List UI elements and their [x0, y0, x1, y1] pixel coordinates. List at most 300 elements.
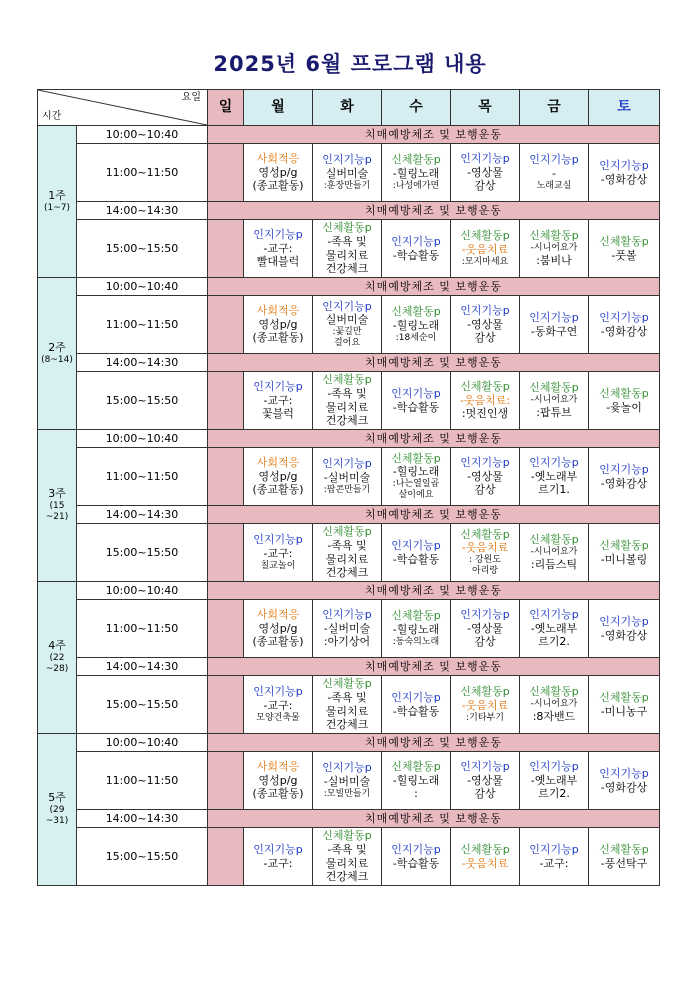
- time-slot: 10:00~10:40: [77, 582, 208, 600]
- header-corner: [38, 90, 208, 126]
- program-text: 신체활동p: [599, 690, 649, 704]
- week-label: [38, 126, 77, 278]
- program-cell: [589, 144, 660, 202]
- program-cell: [313, 448, 382, 506]
- program-text: -: [552, 166, 556, 180]
- program-text: -웃음치료: [461, 242, 509, 256]
- program-text: 인지기능p: [322, 607, 372, 621]
- page-title: 2025년 6월 프로그램 내용: [213, 52, 487, 76]
- program-text: 인지기능p: [460, 151, 510, 165]
- program-text: 영성p/g: [258, 469, 298, 483]
- program-text: 사회적응: [256, 759, 300, 773]
- exercise-band: 치매예방체조 및 보행운동: [208, 658, 660, 676]
- program-text: -힐링노래: [392, 622, 440, 636]
- day-header-thu: 목: [451, 90, 520, 126]
- program-text: 모양건축물: [256, 712, 300, 723]
- time-slot: 11:00~11:50: [77, 600, 208, 658]
- program-text: 인지기능p: [391, 386, 441, 400]
- program-text: 실버미술: [325, 313, 369, 327]
- program-text: :모지마세요: [461, 256, 509, 267]
- program-text: 인지기능p: [529, 842, 579, 856]
- schedule-table: [37, 89, 660, 886]
- program-text: 인지기능p: [460, 303, 510, 317]
- time-slot: 10:00~10:40: [77, 430, 208, 448]
- time-slot: 11:00~11:50: [77, 752, 208, 810]
- program-cell: [451, 752, 520, 810]
- program-cell: [313, 676, 382, 734]
- header-row: [38, 90, 660, 126]
- program-text: -풍선탁구: [600, 856, 648, 870]
- program-text: -옛노래부: [530, 621, 578, 635]
- program-text: -힐링노래: [392, 318, 440, 332]
- week-range: (8~14): [41, 354, 73, 365]
- program-cell: [589, 524, 660, 582]
- week-range: (29 ~31): [45, 805, 69, 827]
- program-text: 신체활동p: [322, 677, 372, 690]
- program-text: (종교활동): [252, 787, 304, 801]
- program-text: -영화감상: [600, 628, 648, 642]
- program-text: :8자밴드: [532, 710, 576, 724]
- program-text: : 강원도: [469, 555, 501, 565]
- program-text: 인지기능p: [391, 234, 441, 248]
- program-text: 감상: [474, 331, 496, 345]
- program-cell: [382, 600, 451, 658]
- program-cell: [520, 600, 589, 658]
- program-text: 물리치료: [325, 704, 369, 718]
- program-text: 신체활동p: [599, 842, 649, 856]
- program-text: -영상물: [467, 165, 503, 179]
- program-cell: [451, 448, 520, 506]
- exercise-row: [38, 506, 660, 524]
- program-text: -영상물: [467, 621, 503, 635]
- program-text: 건강체크: [325, 718, 369, 732]
- program-text: 칠교놀이: [260, 560, 296, 571]
- program-text: 인지기능p: [460, 455, 510, 469]
- program-text: -시니어요가: [530, 394, 578, 405]
- program-text: -윷놀이: [606, 400, 642, 414]
- program-cell: [244, 676, 313, 734]
- program-text: 인지기능p: [322, 153, 372, 167]
- exercise-row: [38, 278, 660, 296]
- program-cell: [313, 752, 382, 810]
- program-text: 인지기능p: [599, 462, 649, 476]
- program-text: 인지기능p: [253, 227, 303, 241]
- program-text: -학습활동: [392, 856, 440, 870]
- program-row: [38, 372, 660, 430]
- program-text: -힐링노래: [392, 773, 440, 787]
- sunday-cell: [208, 144, 244, 202]
- program-cell: [451, 676, 520, 734]
- program-text: 인지기능p: [529, 455, 579, 469]
- program-text: 신체활동p: [529, 685, 579, 699]
- program-cell: [382, 220, 451, 278]
- program-text: -영상물: [467, 469, 503, 483]
- program-text: 물리치료: [325, 552, 369, 566]
- program-text: -족욕 및: [327, 386, 367, 400]
- program-text: 살이에요: [398, 490, 434, 501]
- program-text: 르기2.: [538, 635, 570, 649]
- program-text: 신체활동p: [391, 451, 441, 465]
- program-text: 인지기능p: [253, 533, 303, 547]
- program-cell: [589, 828, 660, 886]
- program-cell: [382, 144, 451, 202]
- program-cell: [244, 144, 313, 202]
- week-range: (15 ~21): [45, 501, 69, 523]
- program-text: 감상: [474, 179, 496, 193]
- program-text: :팝콘만들기: [323, 484, 371, 495]
- week-number: 5주: [48, 791, 66, 805]
- program-text: 실버미술: [325, 166, 369, 180]
- sunday-cell: [208, 828, 244, 886]
- program-cell: [451, 600, 520, 658]
- program-text: -영화감상: [600, 476, 648, 490]
- program-text: 신체활동p: [322, 829, 372, 842]
- week-range: (22 ~28): [45, 653, 69, 675]
- program-cell: [382, 524, 451, 582]
- time-slot: 10:00~10:40: [77, 734, 208, 752]
- program-text: 신체활동p: [391, 305, 441, 319]
- program-text: -영화감상: [600, 780, 648, 794]
- program-text: -실버미술: [323, 774, 371, 788]
- program-cell: [244, 448, 313, 506]
- program-text: 물리치료: [325, 400, 369, 414]
- program-text: (종교활동): [252, 635, 304, 649]
- program-text: -학습활동: [392, 248, 440, 262]
- program-cell: [382, 828, 451, 886]
- program-text: -학습활동: [392, 400, 440, 414]
- program-text: -동화구연: [530, 324, 578, 338]
- program-text: :나는열일곱: [392, 479, 440, 489]
- program-text: 신체활동p: [322, 221, 372, 234]
- week-number: 3주: [48, 487, 66, 501]
- program-text: :꽃길만: [332, 327, 362, 337]
- program-text: -웃음치료:: [459, 393, 511, 407]
- program-text: 사회적응: [256, 303, 300, 317]
- exercise-band: 치매예방체조 및 보행운동: [208, 202, 660, 220]
- program-text: 신체활동p: [460, 229, 510, 243]
- program-cell: [451, 220, 520, 278]
- sunday-cell: [208, 524, 244, 582]
- program-text: 인지기능p: [529, 310, 579, 324]
- time-slot: 15:00~15:50: [77, 372, 208, 430]
- program-text: 신체활동p: [599, 386, 649, 400]
- time-slot: 15:00~15:50: [77, 828, 208, 886]
- program-text: -족욕 및: [327, 690, 367, 704]
- program-text: -학습활동: [392, 704, 440, 718]
- program-cell: [451, 828, 520, 886]
- program-text: 신체활동p: [391, 609, 441, 623]
- program-text: -교구:: [263, 546, 293, 560]
- exercise-row: [38, 734, 660, 752]
- program-text: :18세순이: [395, 332, 437, 343]
- program-text: -족욕 및: [327, 234, 367, 248]
- program-text: 영성p/g: [258, 621, 298, 635]
- program-cell: [244, 296, 313, 354]
- time-slot: 10:00~10:40: [77, 126, 208, 144]
- program-cell: [520, 372, 589, 430]
- time-slot: 11:00~11:50: [77, 144, 208, 202]
- program-cell: [589, 448, 660, 506]
- program-cell: [589, 600, 660, 658]
- program-text: -교구:: [539, 856, 569, 870]
- week-label: [38, 278, 77, 430]
- sunday-cell: [208, 752, 244, 810]
- program-cell: [382, 752, 451, 810]
- week-label: [38, 734, 77, 886]
- program-text: 물리치료: [325, 248, 369, 262]
- program-cell: [313, 828, 382, 886]
- program-text: -교구:: [263, 393, 293, 407]
- time-slot: 14:00~14:30: [77, 658, 208, 676]
- program-text: 아리랑: [471, 566, 499, 577]
- program-cell: [244, 752, 313, 810]
- schedule-body: [38, 90, 660, 886]
- program-text: 인지기능p: [322, 457, 372, 471]
- program-text: -웃음치료: [461, 541, 509, 555]
- program-cell: [382, 296, 451, 354]
- program-text: -미니볼링: [600, 552, 648, 566]
- program-cell: [589, 372, 660, 430]
- program-text: -영화감상: [600, 324, 648, 338]
- program-text: -힐링노래: [392, 166, 440, 180]
- program-text: 인지기능p: [391, 538, 441, 552]
- program-text: 인지기능p: [391, 842, 441, 856]
- program-text: 신체활동p: [322, 373, 372, 386]
- program-text: -웃음치료: [461, 698, 509, 712]
- sunday-cell: [208, 676, 244, 734]
- time-slot: 11:00~11:50: [77, 296, 208, 354]
- day-header-wed: 수: [382, 90, 451, 126]
- sunday-cell: [208, 448, 244, 506]
- program-text: -풋볼: [611, 248, 637, 262]
- program-cell: [244, 524, 313, 582]
- program-cell: [244, 828, 313, 886]
- program-row: [38, 600, 660, 658]
- program-cell: [589, 220, 660, 278]
- program-cell: [451, 144, 520, 202]
- program-cell: [382, 372, 451, 430]
- sunday-cell: [208, 600, 244, 658]
- program-cell: [382, 676, 451, 734]
- program-text: 빨대블럭: [256, 255, 300, 269]
- exercise-row: [38, 810, 660, 828]
- program-text: -힐링노래: [392, 465, 440, 479]
- program-text: 사회적응: [256, 455, 300, 469]
- program-cell: [451, 372, 520, 430]
- program-cell: [244, 600, 313, 658]
- program-row: [38, 296, 660, 354]
- program-text: 신체활동p: [599, 538, 649, 552]
- program-text: :리듬스틱: [530, 558, 578, 572]
- program-cell: [313, 144, 382, 202]
- program-cell: [589, 296, 660, 354]
- sunday-cell: [208, 220, 244, 278]
- program-cell: [520, 524, 589, 582]
- program-text: -실버미술: [323, 621, 371, 635]
- program-text: :동숙의노래: [392, 636, 440, 647]
- exercise-band: 치매예방체조 및 보행운동: [208, 734, 660, 752]
- program-text: 신체활동p: [460, 685, 510, 699]
- time-slot: 14:00~14:30: [77, 506, 208, 524]
- program-text: -교구:: [263, 241, 293, 255]
- program-text: 신체활동p: [529, 533, 579, 547]
- exercise-band: 치매예방체조 및 보행운동: [208, 126, 660, 144]
- program-text: 인지기능p: [599, 310, 649, 324]
- week-label: [38, 582, 77, 734]
- program-text: 건강체크: [325, 566, 369, 580]
- program-row: [38, 220, 660, 278]
- program-text: 인지기능p: [253, 685, 303, 699]
- program-row: [38, 752, 660, 810]
- week-number: 2주: [48, 341, 66, 354]
- program-text: 인지기능p: [529, 607, 579, 621]
- program-text: 인지기능p: [460, 607, 510, 621]
- program-text: -교구:: [263, 856, 293, 870]
- day-header-tue: 화: [313, 90, 382, 126]
- program-text: 걸어요: [333, 338, 361, 349]
- program-text: 신체활동p: [322, 525, 372, 538]
- program-text: 감상: [474, 483, 496, 497]
- program-text: :멋진인생: [461, 407, 509, 421]
- program-text: 인지기능p: [322, 299, 372, 313]
- program-cell: [520, 144, 589, 202]
- time-slot: 14:00~14:30: [77, 810, 208, 828]
- program-text: -족욕 및: [327, 538, 367, 552]
- program-text: (종교활동): [252, 179, 304, 193]
- sunday-cell: [208, 296, 244, 354]
- program-text: 신체활동p: [391, 759, 441, 773]
- program-text: 영성p/g: [258, 165, 298, 179]
- program-cell: [520, 448, 589, 506]
- program-text: -시니어요가: [530, 242, 578, 253]
- program-text: 신체활동p: [529, 381, 579, 395]
- program-cell: [520, 296, 589, 354]
- exercise-band: 치매예방체조 및 보행운동: [208, 430, 660, 448]
- program-cell: [520, 676, 589, 734]
- program-text: 인지기능p: [599, 766, 649, 780]
- program-text: -학습활동: [392, 552, 440, 566]
- program-text: 인지기능p: [391, 690, 441, 704]
- program-cell: [520, 828, 589, 886]
- program-text: -영상물: [467, 317, 503, 331]
- program-text: 신체활동p: [391, 153, 441, 167]
- program-cell: [589, 752, 660, 810]
- program-text: 영성p/g: [258, 317, 298, 331]
- program-text: -실버미술: [323, 470, 371, 484]
- exercise-row: [38, 430, 660, 448]
- yoil-label: 요일: [181, 92, 201, 103]
- program-cell: [313, 220, 382, 278]
- program-text: -시니어요가: [530, 698, 578, 709]
- program-text: :기타부기: [466, 712, 504, 723]
- program-text: 인지기능p: [253, 379, 303, 393]
- program-text: -영상물: [467, 773, 503, 787]
- day-header-sat: 토: [589, 90, 660, 126]
- program-text: 인지기능p: [599, 158, 649, 172]
- exercise-row: [38, 582, 660, 600]
- program-text: :모빌만들기: [323, 788, 371, 799]
- exercise-band: 치매예방체조 및 보행운동: [208, 506, 660, 524]
- program-cell: [244, 372, 313, 430]
- week-number: 4주: [48, 639, 66, 653]
- program-text: 인지기능p: [599, 614, 649, 628]
- program-cell: [589, 676, 660, 734]
- exercise-row: [38, 202, 660, 220]
- exercise-band: 치매예방체조 및 보행운동: [208, 582, 660, 600]
- exercise-band: 치매예방체조 및 보행운동: [208, 810, 660, 828]
- program-text: 노래교실: [536, 180, 572, 191]
- time-label: 시간: [42, 110, 62, 122]
- time-slot: 14:00~14:30: [77, 354, 208, 372]
- program-text: -영화감상: [600, 172, 648, 186]
- program-cell: [520, 752, 589, 810]
- day-header-mon: 월: [244, 90, 313, 126]
- program-cell: [313, 600, 382, 658]
- program-text: -족욕 및: [327, 842, 367, 856]
- program-text: 사회적응: [256, 607, 300, 621]
- program-text: 사회적응: [256, 151, 300, 165]
- program-text: 르기1.: [538, 483, 570, 497]
- program-text: 물리치료: [325, 856, 369, 870]
- program-text: :: [414, 787, 418, 801]
- program-cell: [244, 220, 313, 278]
- program-text: 르기2.: [538, 787, 570, 801]
- program-row: [38, 676, 660, 734]
- time-slot: 15:00~15:50: [77, 524, 208, 582]
- program-text: 영성p/g: [258, 773, 298, 787]
- exercise-band: 치매예방체조 및 보행운동: [208, 354, 660, 372]
- program-text: 감상: [474, 635, 496, 649]
- program-row: [38, 144, 660, 202]
- program-row: [38, 828, 660, 886]
- program-text: 신체활동p: [529, 229, 579, 243]
- program-text: 신체활동p: [599, 234, 649, 248]
- week-range: (1~7): [43, 202, 70, 213]
- program-text: 건강체크: [325, 262, 369, 276]
- program-text: 인지기능p: [460, 759, 510, 773]
- program-cell: [313, 296, 382, 354]
- program-cell: [313, 372, 382, 430]
- program-text: 감상: [474, 787, 496, 801]
- week-label: [38, 430, 77, 582]
- program-text: :붐비나: [536, 254, 572, 268]
- program-text: :훈장만들기: [323, 180, 371, 191]
- program-text: -교구:: [263, 698, 293, 712]
- time-slot: 15:00~15:50: [77, 676, 208, 734]
- program-cell: [520, 220, 589, 278]
- program-text: (종교활동): [252, 483, 304, 497]
- program-text: 인지기능p: [322, 761, 372, 775]
- program-cell: [451, 524, 520, 582]
- sunday-cell: [208, 372, 244, 430]
- exercise-row: [38, 354, 660, 372]
- program-text: 인지기능p: [529, 153, 579, 167]
- week-number: 1주: [48, 189, 66, 202]
- program-cell: [313, 524, 382, 582]
- program-text: -시니어요가: [530, 546, 578, 557]
- time-slot: 14:00~14:30: [77, 202, 208, 220]
- exercise-row: [38, 126, 660, 144]
- program-text: -옛노래부: [530, 469, 578, 483]
- program-text: :팝튜브: [536, 406, 572, 420]
- time-slot: 10:00~10:40: [77, 278, 208, 296]
- program-cell: [382, 448, 451, 506]
- program-text: 신체활동p: [460, 379, 510, 393]
- time-slot: 11:00~11:50: [77, 448, 208, 506]
- program-row: [38, 448, 660, 506]
- program-text: 꽃블럭: [262, 407, 294, 421]
- time-slot: 15:00~15:50: [77, 220, 208, 278]
